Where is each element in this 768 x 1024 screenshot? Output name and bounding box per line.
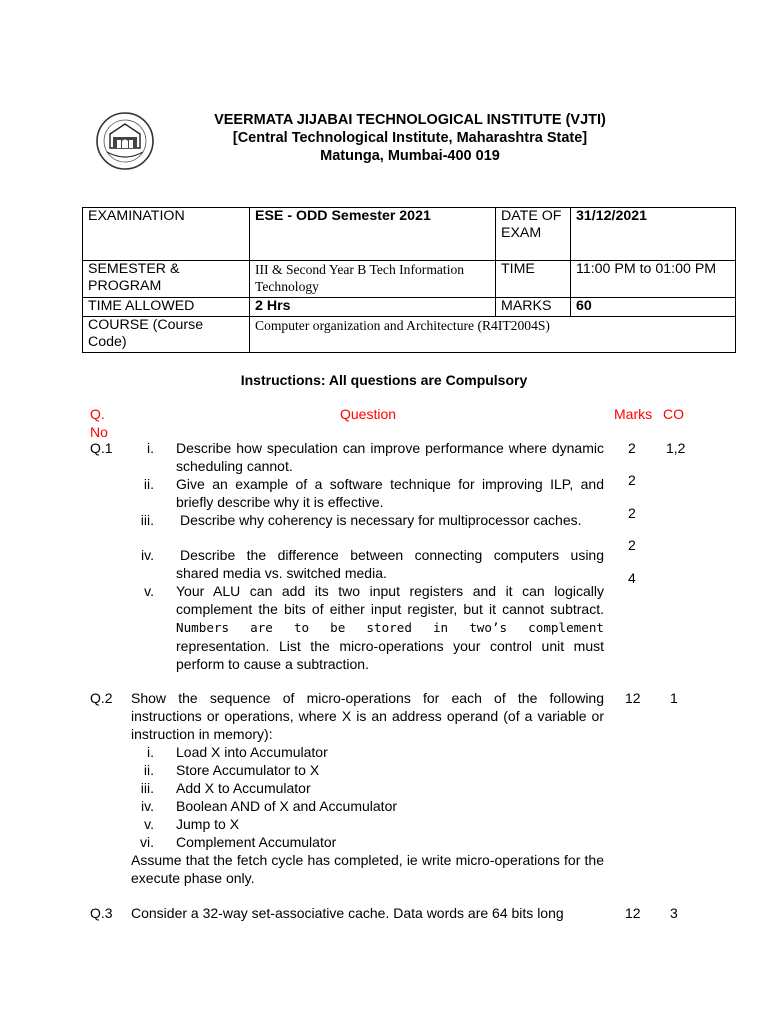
semester-value: III & Second Year B Tech Information Technology [250, 261, 496, 298]
q2-iv-roman: iv. [141, 798, 154, 814]
marks-column-header: Marks [614, 406, 653, 422]
q2-iii-text: Add X to Accumulator [176, 780, 311, 796]
q1-v-text-a: Your ALU can add its two input registers and it can logically complement the bits of either input register, but it cannot subtract. [176, 583, 604, 617]
q1-iii-text: Describe why coherency is necessary for multiprocessor caches. [180, 512, 582, 528]
q2-marks: 12 [625, 690, 641, 706]
q1-v-text [176, 582, 604, 673]
q2-vi-roman: vi. [140, 834, 154, 850]
q1-co: 1,2 [666, 440, 686, 456]
time-allowed-value: 2 Hrs [250, 298, 496, 317]
q1-ii-roman: ii. [143, 476, 154, 492]
q1-number: Q.1 [90, 440, 113, 456]
institute-seal-logo [95, 110, 155, 172]
q1-iii-marks: 2 [628, 505, 636, 521]
q3-text: Consider a 32-way set-associative cache. Data words are 64 bits long [131, 905, 564, 921]
q2-iii-roman: iii. [140, 780, 154, 796]
question-column-header: Question [340, 406, 397, 422]
course-value: Computer organization and Architecture (R4IT2004S) [250, 317, 736, 353]
date-value: 31/12/2021 [571, 208, 736, 261]
semester-label: SEMESTER & PROGRAM [83, 261, 250, 298]
instructions-heading: Instructions: All questions are Compulsory [240, 372, 528, 388]
q2-v-text: Jump to X [176, 816, 240, 832]
q1-ii-text: Give an example of a software technique for improving ILP, and briefly describe why it is effective. [176, 476, 604, 510]
q2-outro: Assume that the fetch cycle has completed, ie write micro-operations for the execute phase only. [131, 852, 604, 886]
exam-info-table [82, 207, 736, 353]
q1-v-text-mono: Numbers are to be stored in two’s complement [176, 620, 604, 635]
q1-v-roman: v. [144, 583, 154, 599]
institute-address: Matunga, Mumbai-400 019 [320, 148, 500, 164]
marks-value: 60 [571, 298, 736, 317]
q2-i-text: Load X into Accumulator [176, 744, 328, 760]
q2-i-roman: i. [147, 744, 154, 760]
examination-label: EXAMINATION [83, 208, 250, 261]
q1-v-marks: 4 [628, 570, 636, 586]
q1-iv-marks: 2 [628, 537, 636, 553]
marks-label: MARKS [496, 298, 571, 317]
q1-iv-roman: iv. [141, 547, 154, 563]
time-allowed-label: TIME ALLOWED [83, 298, 250, 317]
course-label: COURSE (Course Code) [83, 317, 250, 353]
institute-subtitle: [Central Technological Institute, Maharashtra State] [232, 130, 588, 146]
q2-number: Q.2 [90, 690, 113, 706]
q1-iii-roman: iii. [140, 512, 154, 528]
q2-intro: Show the sequence of micro-operations for each of the following instructions or operations, where X is an address operand (of a variable or instruction in memory): [131, 690, 604, 742]
institute-name: VEERMATA JIJABAI TECHNOLOGICAL INSTITUTE (VJTI) [214, 112, 606, 128]
q1-v-text-b: representation. List the micro-operations your control unit must perform to cause a subtraction. [176, 638, 604, 672]
q2-vi-text: Complement Accumulator [176, 834, 337, 850]
time-label: TIME [496, 261, 571, 298]
q1-ii-marks: 2 [628, 472, 636, 488]
co-column-header: CO [663, 406, 684, 422]
q1-i-text: Describe how speculation can improve performance where dynamic scheduling cannot. [176, 440, 604, 474]
q2-ii-text: Store Accumulator to X [176, 762, 320, 778]
q3-number: Q.3 [90, 905, 113, 921]
q3-marks: 12 [625, 905, 641, 921]
q2-co: 1 [670, 690, 678, 706]
time-value: 11:00 PM to 01:00 PM [571, 261, 736, 298]
q1-i-marks: 2 [628, 440, 636, 456]
q2-ii-roman: ii. [143, 762, 154, 778]
q1-iv-text: Describe the difference between connecting computers using shared media vs. switched media. [176, 547, 604, 581]
q2-iv-text: Boolean AND of X and Accumulator [176, 798, 398, 814]
examination-value: ESE - ODD Semester 2021 [250, 208, 496, 261]
q1-i-roman: i. [147, 440, 154, 456]
date-label: DATE OF EXAM [496, 208, 571, 261]
qno-column-header: Q. No [90, 406, 108, 440]
q3-co: 3 [670, 905, 678, 921]
q2-v-roman: v. [144, 816, 154, 832]
